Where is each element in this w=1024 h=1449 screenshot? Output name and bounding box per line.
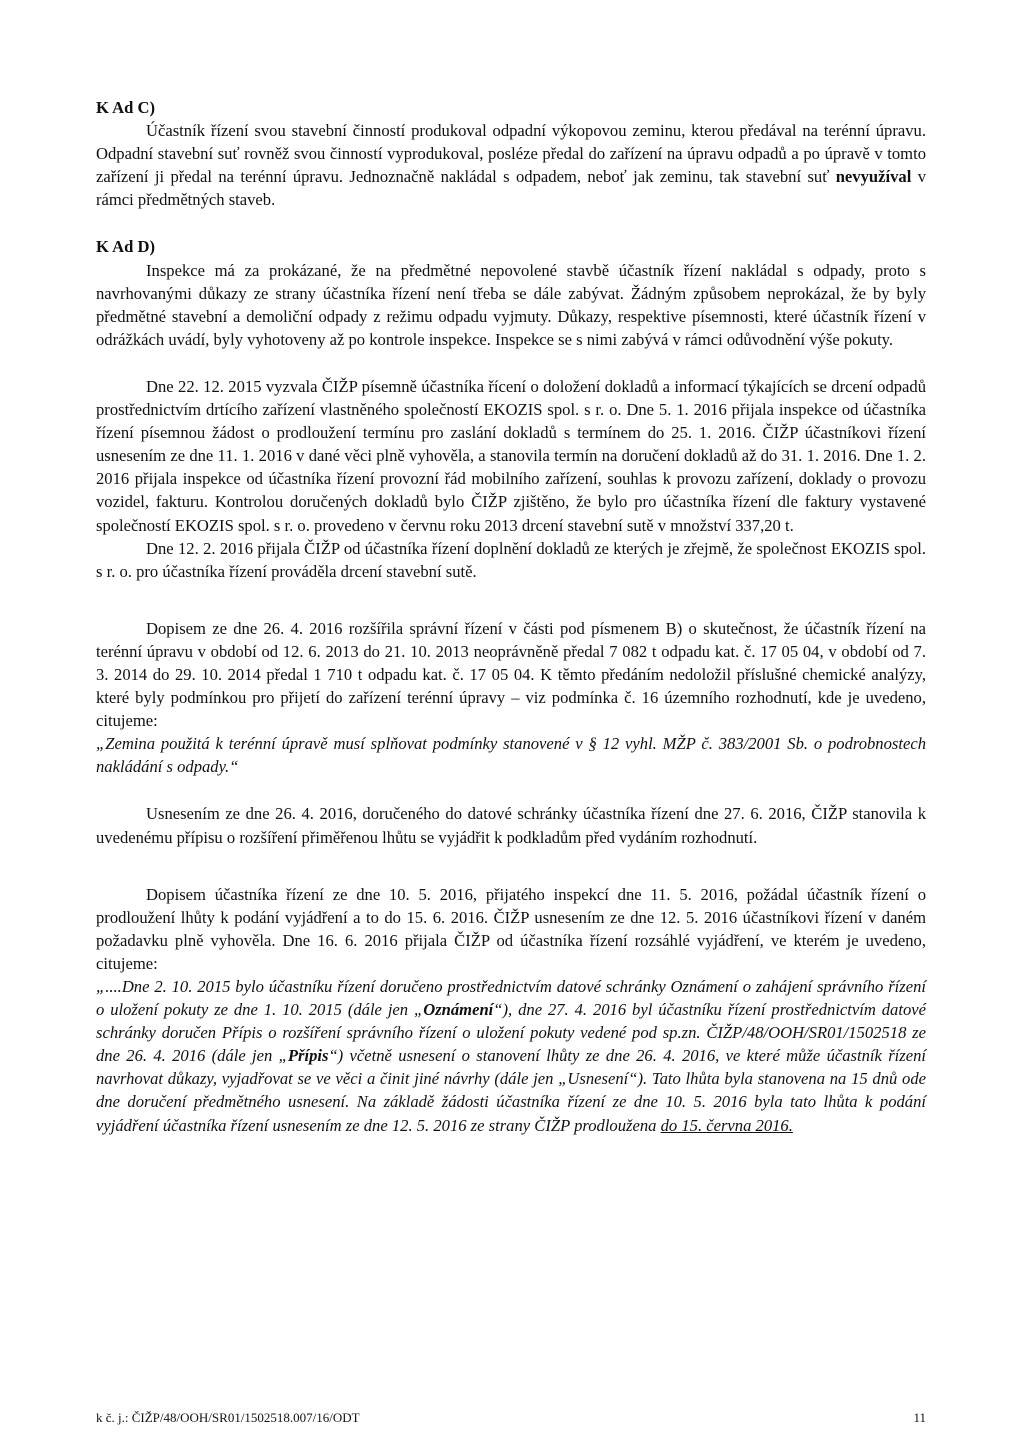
quote2-deadline: do 15. června 2016.: [660, 1115, 793, 1135]
page-number: 11: [913, 1410, 926, 1425]
quote2-oznameni: Oznámení: [423, 1000, 494, 1020]
quote2-part-e: “) včetně usnesení o stanovení lhůty ze dne 26. 4. 2016, ve které může účastník řízení navrhovat důkazy, vyjadřovat se ve věci a činit jiné návrhy (dále jen „Usnesení“). Tato lhůta byla stanovena na 15 dnů ode dne doručení předmětného usnesení. Na základě žádosti účastníka řízení ze dne 10. 5. 2016 byla tato lhůta k podání vyjádření účastníka řízení usnesením ze dne 12. 5. 2016 ze strany ČIŽP prodloužena: [96, 1046, 926, 1135]
section-c-text-end: v rámci předmětných staveb.: [96, 167, 926, 210]
section-c-text: Účastník řízení svou stavební činností produkoval odpadní výkopovou zeminu, kterou předával na terénní úpravu. Odpadní stavební suť rovněž svou činností vyprodukoval, posléze předal do zařízení na úpravu odpadů a po úpravě v tomto zařízení ji předal na terénní úpravu. Jednoznačně nakládal s odpadem, neboť jak zeminu, tak stavební suť: [96, 121, 926, 187]
quote-vyjadreni: [96, 975, 926, 1137]
section-c-paragraph: [96, 119, 926, 211]
section-d-heading: K Ad D): [96, 237, 156, 257]
paragraph-dopisem-26: Dopisem ze dne 26. 4. 2016 rozšířila správní řízení v části pod písmenem B) o skutečnost, že účastník řízení na terénní úpravu v období od 12. 6. 2013 do 21. 10. 2013 neoprávněně předal 7 082 t odpadu kat. č. 17 05 04, v období od 7. 3. 2014 do 29. 10. 2014 předal 1 710 t odpadu kat. č. 17 05 04. K těmto předáním nedoložil příslušné chemické analýzy, které byly podmínkou pro přijetí do zařízení terénní úpravy – viz podmínka č. 16 územního rozhodnutí, kde je uvedeno, citujeme:: [96, 618, 926, 731]
section-c-heading: K Ad C): [96, 98, 156, 117]
footer-reference: k č. j.: ČIŽP/48/OOH/SR01/1502518.007/16/ODT: [96, 1410, 360, 1425]
quote2-part-c: “), dne 27. 4. 2016 byl účastníku řízení prostřednictvím datové schránky doručen Přípis o rozšíření správního řízení o uložení pokuty vedené pod sp.zn. ČIŽP/48/OOH/SR01/1502518 ze dne 26. 4. 2016 (dále jen „: [96, 1000, 926, 1066]
paragraph-dne-22: Dne 22. 12. 2015 vyzvala ČIŽP písemně účastníka řícení o doložení dokladů a informací týkajících se drcení odpadů prostřednictvím drtícího zařízení vlastněného společností EKOZIS spol. s r. o. Dne 5. 1. 2016 přijala inspekce od účastníka řízení písemnou žádost o prodloužení termínu pro zaslání dokladů s termínem do 25. 1. 2016. ČIŽP účastníkovi řízení usnesením ze dne 11. 1. 2016 v dané věci plně vyhověla, a stanovila termín na doručení dokladů až do 31. 1. 2016. Dne 1. 2. 2016 přijala inspekce od účastníka řízení provozní řád mobilního zařízení, souhlas k provozu zařízení, doklady o provozu vozidel, fakturu. Kontrolou doručených dokladů bylo ČIŽP zjištěno, že bylo pro účastníka řízení dle faktury vystavené společností EKOZIS spol. s r. o. provedeno v červnu roku 2013 drcení stavební sutě v množství 337,20 t.: [96, 376, 926, 535]
quote2-pripis: Přípis: [287, 1046, 329, 1066]
paragraph-dopisem-10: Dopisem účastníka řízení ze dne 10. 5. 2016, přijatého inspekcí dne 11. 5. 2016, požádal účastník řízení o prodloužení lhůty k podání vyjádření a to do 15. 6. 2016. ČIŽP usnesením ze dne 12. 5. 2016 účastníkovi řízení v daném požadavku plně vyhověla. Dne 16. 6. 2016 přijala ČIŽP od účastníka řízení rozsáhlé vyjádření, ve kterém je uvedeno, citujeme:: [96, 884, 926, 973]
paragraph-dne-12: Dne 12. 2. 2016 přijala ČIŽP od účastníka řízení doplnění dokladů ze kterých je zřejmě, že společnost EKOZIS spol. s r. o. pro účastníka řízení prováděla drcení stavební sutě.: [96, 538, 926, 581]
document-body: [96, 96, 926, 1137]
paragraph-usnesenim: Usnesením ze dne 26. 4. 2016, doručeného do datové schránky účastníka řízení dne 27. 6. 2016, ČIŽP stanovila k uvedenému přípisu o rozšíření přiměřenou lhůtu se vyjádřit k podkladům před vydáním rozhodnutí.: [96, 804, 926, 847]
section-c-bold-word: nevyužíval: [835, 167, 912, 187]
quote-zemina: „Zemina použitá k terénní úpravě musí splňovat podmínky stanovené v § 12 vyhl. MŽP č. 383/2001 Sb. o podrobnostech nakládání s odpady.“: [96, 734, 926, 777]
page-footer: [96, 1410, 926, 1426]
quote2-part-a: „....Dne 2. 10. 2015 bylo účastníku řízení doručeno prostřednictvím datové schránky Oznámení o zahájení správního řízení o uložení pokuty ze dne 1. 10. 2015 (dále jen „: [96, 977, 926, 1020]
section-d-paragraph: Inspekce má za prokázané, že na předmětné nepovolené stavbě účastník řízení nakládal s odpady, proto s navrhovanými důkazy ze strany účastníka řízení není třeba se dále zabývat. Žádným způsobem neprokázal, že by byly předmětné stavební a demoliční odpady z režimu odpadu vyjmuty. Důkazy, respektive písemnosti, které účastník řízení v odrážkách uvádí, byly vyhotoveny až po kontrole inspekce. Inspekce se s nimi zabývá v rámci odůvodnění výše pokuty.: [96, 260, 926, 349]
